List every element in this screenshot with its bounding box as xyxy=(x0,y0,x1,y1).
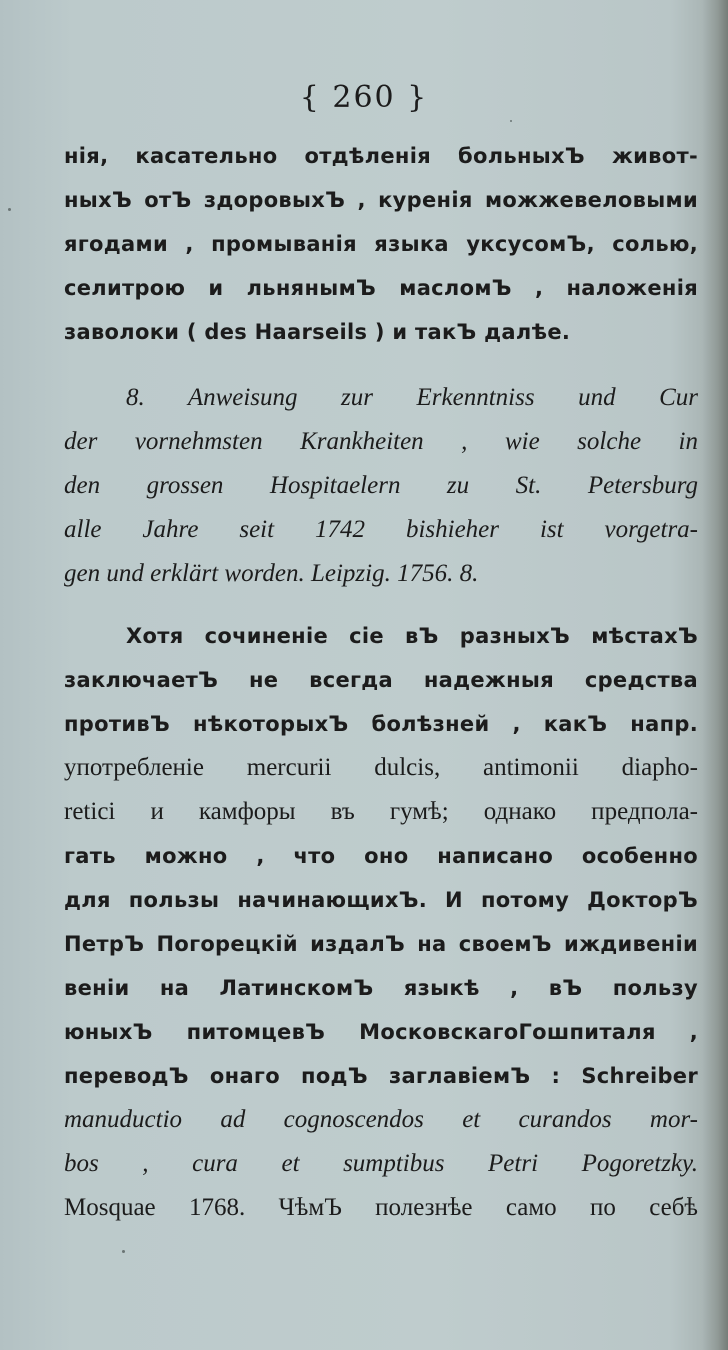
paper-speck xyxy=(122,1250,125,1253)
paper-speck xyxy=(510,120,512,122)
text-line: нія, касательно отдѣленія больныхЪ живот- xyxy=(64,144,698,168)
text-line: юныхЪ питомцевЪ МосковскагоГошпиталя , xyxy=(64,1020,698,1044)
text-line: переводЪ онаго подЪ заглавіемЪ : Schreiber xyxy=(64,1064,698,1088)
paragraph-2 xyxy=(64,376,698,596)
text-line: bos , cura et sumptibus Petri Pogoretzky. xyxy=(64,1150,698,1177)
text-line: заключаетЪ не всегда надежныя средства xyxy=(64,668,698,692)
text-line: ПетрЪ Погорецкій издалЪ на своемЪ иждивеніи xyxy=(64,932,698,956)
paragraph-3 xyxy=(64,614,698,1230)
text-line: der vornehmsten Krankheiten , wie solche in xyxy=(64,428,698,455)
text-line: den grossen Hospitaelern zu St. Petersburg xyxy=(64,472,698,499)
text-line: селитрою и льнянымЪ масломЪ , наложенія xyxy=(64,276,698,300)
text-line: противЪ нѣкоторыхЪ болѣзней , какЪ напр. xyxy=(64,712,698,736)
text-line: Mosquae 1768. ЧѣмЪ полезнѣе само по себѣ xyxy=(64,1194,698,1221)
text-line: веніи на ЛатинскомЪ языкѣ , вЪ пользу xyxy=(64,976,698,1000)
text-line: употребленіе mercurii dulcis, antimonii diapho- xyxy=(64,754,698,781)
text-line: ягодами , промыванія языка уксусомЪ, солью, xyxy=(64,232,698,256)
text-line: Хотя сочиненіе сіе вЪ разныхЪ мѣстахЪ xyxy=(126,624,698,648)
text-line: ныхЪ отЪ здоровыхЪ , куренія можжевеловыми xyxy=(64,188,698,212)
page-edge-shadow xyxy=(702,0,728,1350)
text-line: 8. Anweisung zur Erkenntniss und Cur xyxy=(126,384,698,411)
page-number: { 260 } xyxy=(299,80,429,115)
text-line: заволоки ( des Haarseils ) и такЪ далѣе. xyxy=(64,320,571,344)
text-line: гать можно , что оно написано особенно xyxy=(64,844,698,868)
paragraph-1 xyxy=(64,134,698,354)
text-line: gen und erklärt worden. Leipzig. 1756. 8. xyxy=(64,560,479,587)
text-line: alle Jahre seit 1742 bishieher ist vorgetra- xyxy=(64,516,698,543)
text-line: для пользы начинающихЪ. И потому ДокторЪ xyxy=(64,888,698,912)
text-line: manuductio ad cognoscendos et curandos mor- xyxy=(64,1106,698,1133)
paper-speck xyxy=(8,208,11,211)
text-line: retici и камфоры въ гумѣ; однако предпола- xyxy=(64,798,698,825)
